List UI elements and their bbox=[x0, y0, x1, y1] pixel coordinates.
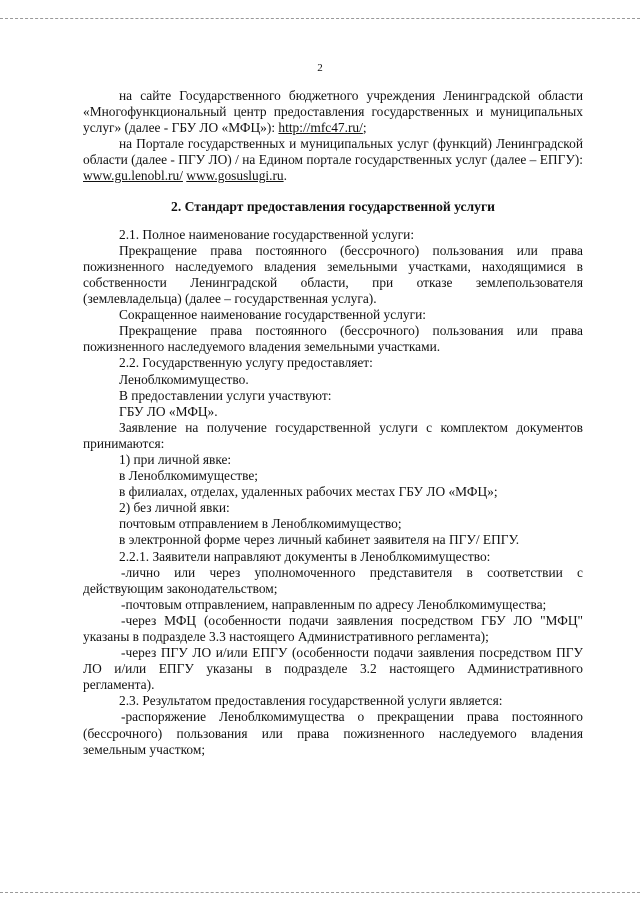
intro-paragraph-mfc: на сайте Государственного бюджетного учреждения Ленинградской области «Многофункциональный центр предоставления государственных и муниципальных услуг» (далее - ГБУ ЛО «МФЦ»): http://mfc47.ru/; bbox=[83, 88, 583, 136]
paragraph-2-1: 2.1. Полное наименование государственной услуги: bbox=[119, 226, 415, 242]
paragraph-lenoblkom: в Леноблкомимуществе; bbox=[119, 468, 258, 484]
intro-paragraph-portal: на Портале государственных и муниципальных услуг (функций) Ленинградской области (далее - ПГУ ЛО) / на Едином портале государственных услуг (далее – ЕПГУ): www.gu.lenobl.ru/ www.gosuslugi.ru. bbox=[83, 136, 583, 184]
dash-item: -распоряжение Леноблкомимущества о прекращении права постоянного (бессрочного) пользования или права пожизненного наследуемого владения земельным участком; bbox=[83, 709, 583, 757]
section-heading: 2. Стандарт предоставления государственной услуги bbox=[171, 198, 495, 214]
paragraph-short-label: Сокращенное наименование государственной услуги: bbox=[119, 307, 426, 323]
dash-item: -через ПГУ ЛО и/или ЕПГУ (особенности подачи заявления посредством ПГУ ЛО и/или ЕПГУ указаны в подразделе 3.2 настоящего Административного регламента). bbox=[83, 645, 583, 693]
paragraph-gbu: ГБУ ЛО «МФЦ». bbox=[119, 403, 218, 419]
paragraph-2-3: 2.3. Результатом предоставления государственной услуги является: bbox=[119, 693, 503, 709]
gosuslugi-link[interactable]: www.gosuslugi.ru bbox=[186, 168, 284, 184]
paragraph-2-2: 2.2. Государственную услугу предоставляет: bbox=[119, 355, 373, 371]
lenobl-link[interactable]: www.gu.lenobl.ru/ bbox=[83, 168, 183, 184]
paragraph-branches: в филиалах, отделах, удаленных рабочих местах ГБУ ЛО «МФЦ»; bbox=[119, 484, 498, 500]
dash-item: -почтовым отправлением, направленным по адресу Леноблкомимущества; bbox=[121, 596, 547, 612]
paragraph-in-person: 1) при личной явке: bbox=[119, 451, 232, 467]
mfc-link[interactable]: http://mfc47.ru/ bbox=[278, 120, 363, 136]
paragraph-electronic: в электронной форме через личный кабинет заявителя на ПГУ/ ЕПГУ. bbox=[119, 532, 520, 548]
paragraph-post: почтовым отправлением в Леноблкомимущество; bbox=[119, 516, 402, 532]
scan-edge-top bbox=[0, 18, 640, 19]
paragraph-short-name: Прекращение права постоянного (бессрочного) пользования или права пожизненного наследуемого владения земельными участками. bbox=[83, 323, 583, 355]
dash-item: -лично или через уполномоченного представителя в соответствии с действующим законодательством; bbox=[83, 564, 583, 596]
scan-edge-bottom bbox=[0, 892, 640, 893]
paragraph-participants: В предоставлении услуги участвуют: bbox=[119, 387, 332, 403]
paragraph-provider: Леноблкомимущество. bbox=[119, 371, 249, 387]
dash-item: -через МФЦ (особенности подачи заявления посредством ГБУ ЛО "МФЦ" указаны в подразделе 3.3 настоящего Административного регламента); bbox=[83, 612, 583, 644]
page-number: 2 bbox=[317, 62, 323, 74]
paragraph-remote: 2) без личной явки: bbox=[119, 500, 230, 516]
paragraph-application: Заявление на получение государственной услуги с комплектом документов принимаются: bbox=[83, 419, 583, 451]
paragraph-2-2-1: 2.2.1. Заявители направляют документы в Леноблкомимущество: bbox=[119, 548, 491, 564]
document-body bbox=[83, 88, 583, 758]
paragraph-full-name: Прекращение права постоянного (бессрочного) пользования или права пожизненного наследуемого владения земельными участками, находящимися в собственности Ленинградской области, при отказе землепользователя (землевладельца) (далее – государственная услуга). bbox=[83, 242, 583, 307]
